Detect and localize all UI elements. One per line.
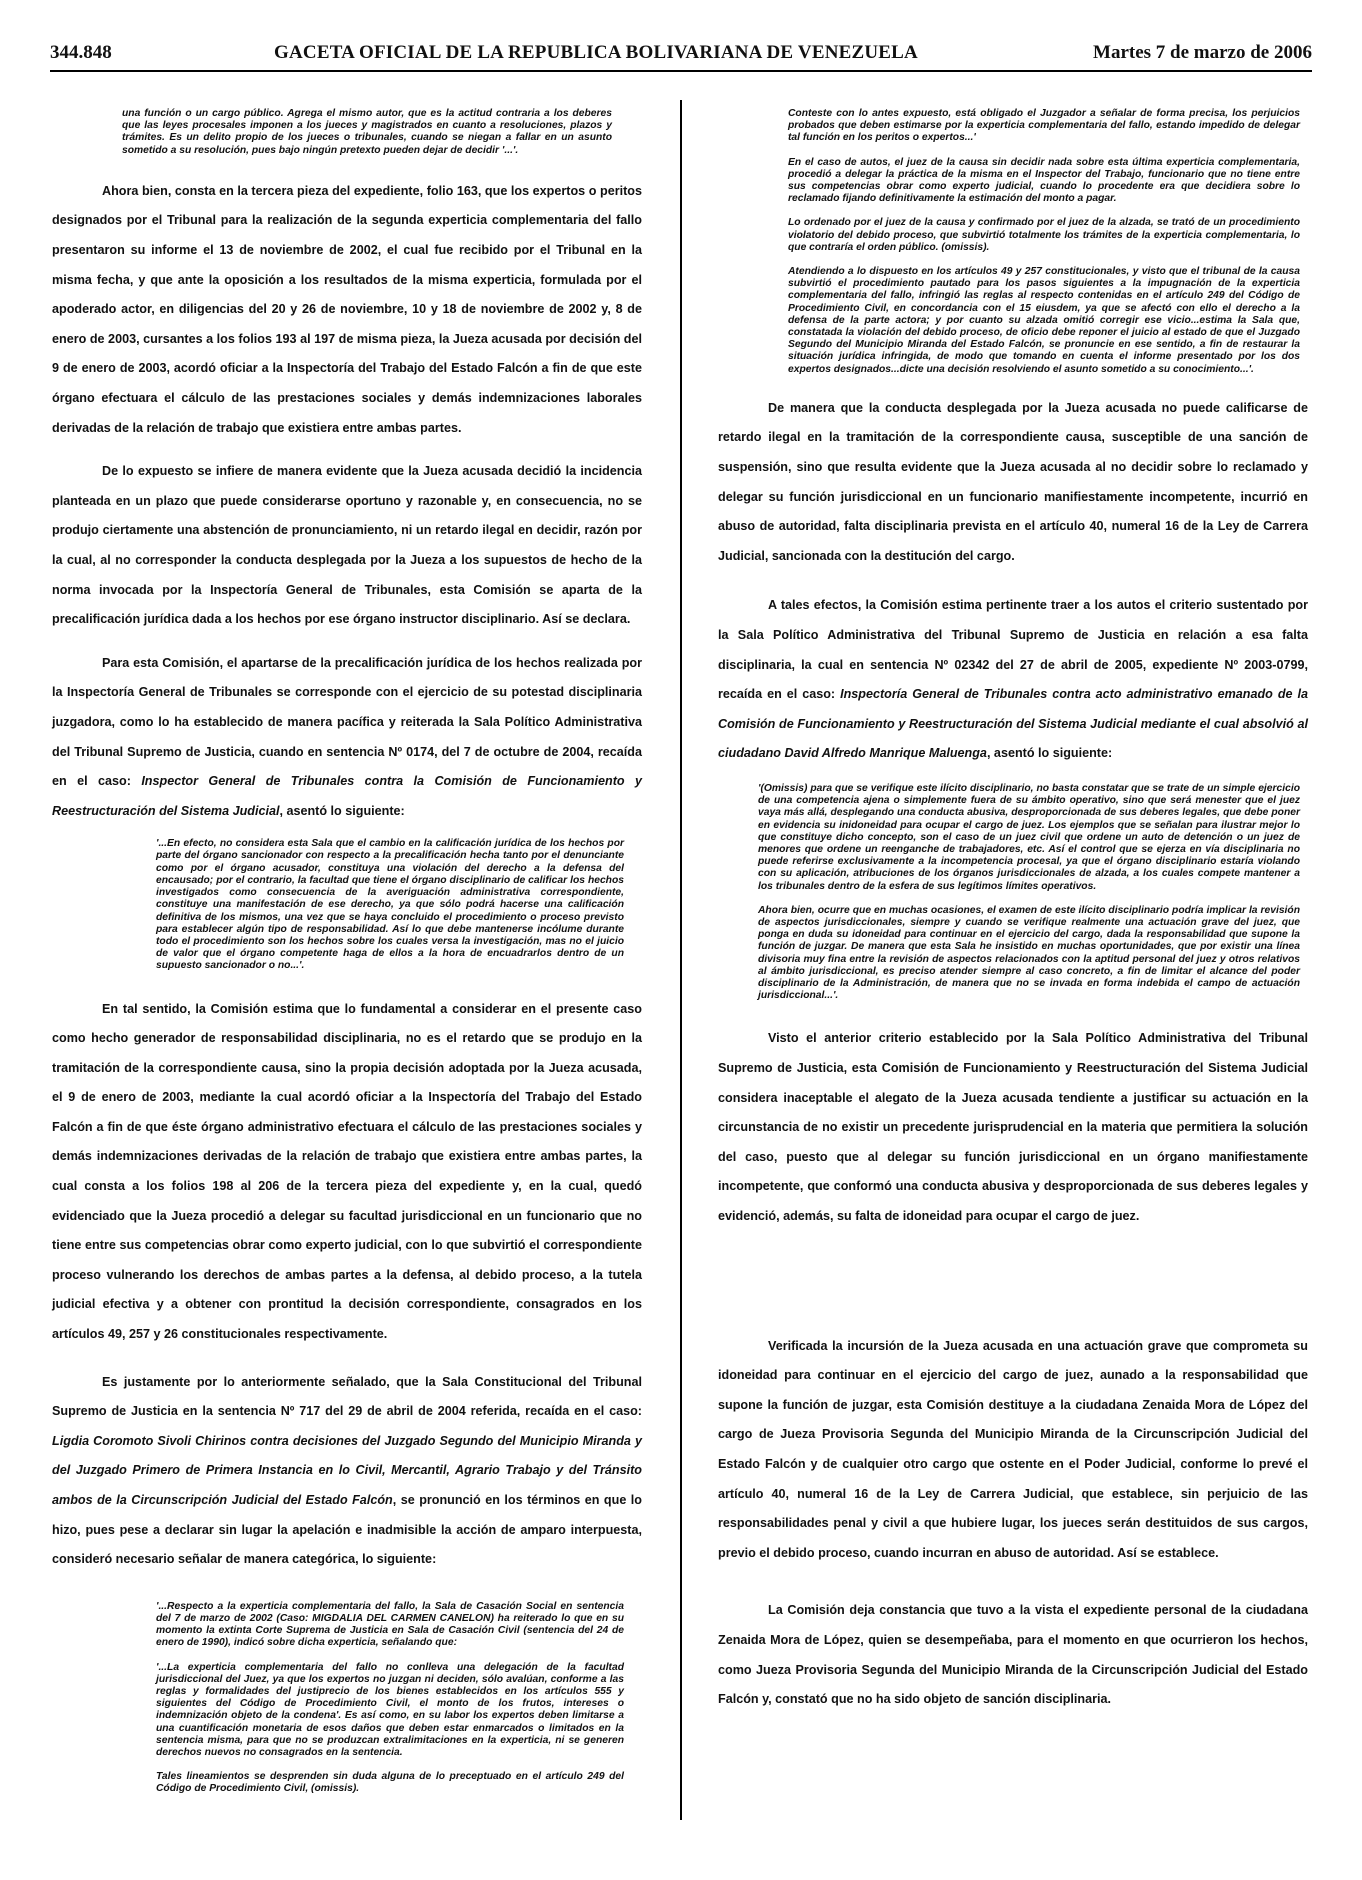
- publication-date: Martes 7 de marzo de 2006: [1093, 42, 1312, 63]
- paragraph: A tales efectos, la Comisión estima pertinente traer a los autos el criterio sustentado por la Sala Político Administrativa del Tribunal Supremo de Justicia en relación a esa falta disciplinaria, la cual en sentencia Nº 02342 del 27 de abril de 2005, expediente Nº 2003-0799, recaída en el caso: Inspectoría General de Tribunales contra acto administrativo emanado de la Comisión de Funcionamiento y Reestructuración del Sistema Judicial mediante el cual absolvió al ciudadano David Alfredo Manrique Maluenga, asentó lo siguiente:: [718, 598, 1308, 761]
- case-name: Inspector General de Tribunales contra la Comisión de Funcionamiento y Reestructuración del Sistema Judicial: [52, 774, 642, 818]
- right-column: [718, 108, 1308, 1715]
- left-column: [52, 108, 642, 1796]
- block-quote: Lo ordenado por el juez de la causa y confirmado por el juez de la alzada, se trató de un procedimiento violatorio del debido proceso, que subvirtió totalmente los trámites de la experticia complementaria, lo que contraría el orden público. (omissis).: [788, 217, 1300, 253]
- paragraph: Verificada la incursión de la Jueza acusada en una actuación grave que comprometa su idoneidad para continuar en el ejercicio del cargo de juez, aunado a la responsabilidad que supone la función de juzgar, esta Comisión destituye a la ciudadana Zenaida Mora de López del cargo de Jueza Provisoria Segunda del Municipio Miranda de la Circunscripción Judicial del Estado Falcón y de cualquier otro cargo que ostente en el Poder Judicial, conforme lo prevé el artículo 40, numeral 16 de la Ley de Carrera Judicial, que establece, sin perjuicio de las responsabilidades penal y civil a que hubiere lugar, los jueces serán destituidos de sus cargos, previo el debido proceso, cuando incurran en abuso de autoridad. Así se establece.: [718, 1338, 1308, 1560]
- page-number: 344.848: [50, 42, 112, 63]
- block-quote: Ahora bien, ocurre que en muchas ocasiones, el examen de este ilícito disciplinario podría implicar la revisión de aspectos jurisdiccionales, siempre y cuando se verifique realmente una actuación grave del juez, que ponga en duda su idoneidad para continuar en el ejercicio del cargo, dada la responsabilidad que supone la función de juzgar. De manera que esta Sala he insistido en muchas oportunidades, que por existir una línea divisoria muy fina entre la revisión de aspectos relacionados con la aptitud personal del juez y otros relativos al ámbito jurisdiccional, es preciso atender siempre al caso concreto, a fin de limitar el alcance del poder disciplinario de la Administración, de manera que no se invada en forma indebida el campo de actuación jurisdiccional...'.: [758, 904, 1300, 1002]
- block-quote: Tales lineamientos se desprenden sin duda alguna de lo preceptuado en el artículo 249 del Código de Procedimiento Civil, (omissis).: [156, 1771, 624, 1795]
- column-divider: [680, 100, 682, 1820]
- block-quote: '(Omissis) para que se verifique este ilícito disciplinario, no basta constatar que se trate de un simple ejercicio de una competencia ajena o simplemente fuera de su ámbito operativo, sino que será menester que el juez vaya más allá, desplegando una conducta abusiva, desproporcionada de sus deberes legales, que debe poner en evidencia su inidoneidad para ocupar el cargo de juez. Los ejemplos que se señalan para ilustrar mejor lo que constituye dicho concepto, son el caso de un juez civil que ordene un auto de detención o un juez de menores que ordene un reenganche de trabajadores, etc. Así el control que se ejerza en vía disciplinaria no puede referirse exclusivamente a la incompetencia procesal, ya que el órgano disciplinario estaría violando con su aplicación, atribuciones de los órganos jurisdiccionales de alzada, a los cuales compete mantener a los tribunales dentro de la esfera de sus legítimos límites operativos.: [758, 782, 1300, 892]
- case-name: Inspectoría General de Tribunales contra acto administrativo emanado de la Comisión de Funcionamiento y Reestructuración del Sistema Judicial mediante el cual absolvió al ciudadano David Alfredo Manrique Maluenga: [718, 687, 1308, 761]
- paragraph: En tal sentido, la Comisión estima que lo fundamental a considerar en el presente caso como hecho generador de responsabilidad disciplinaria, no es el retardo que se produjo en la tramitación de la correspondiente causa, sino la propia decisión adoptada por la Jueza acusada, el 9 de enero de 2003, mediante la cual acordó oficiar a la Inspectoría del Trabajo del Estado Falcón a fin de que éste órgano administrativo efectuara el cálculo de las prestaciones sociales y demás indemnizaciones derivadas de la relación de trabajo que existiera entre ambas partes, la cual consta a los folios 198 al 206 de la tercera pieza del expediente y, en la cual, quedó evidenciado que la Jueza procedió a delegar su facultad jurisdiccional en un funcionario que no tiene entre sus competencias obrar como experto judicial, con lo que subvirtió el correspondiente proceso vulnerando los derechos de ambas partes a la defensa, al debido proceso, a la tutela judicial efectiva y a obtener con prontitud la decisión correspondiente, consagrados en los artículos 49, 257 y 26 constitucionales respectivamente.: [52, 1001, 642, 1342]
- quote-intro: una función o un cargo público. Agrega el mismo autor, que es la actitud contraria a los deberes que las leyes procesales imponen a los jueces y magistrados en cuanto a resoluciones, plazos y trámites. Es un delito propio de los jueces o tribunales, cuando se niegan a fallar en un asunto sometido a su resolución, pues bajo ningún pretexto pueden dejar de decidir '...'.: [122, 108, 612, 156]
- paragraph: Es justamente por lo anteriormente señalado, que la Sala Constitucional del Tribunal Supremo de Justicia en la sentencia Nº 717 del 29 de abril de 2004 referida, recaída en el caso: Ligdia Coromoto Sivoli Chirinos contra decisiones del Juzgado Segundo del Municipio Miranda y del Juzgado Primero de Primera Instancia en lo Civil, Mercantil, Agrario Trabajo y del Tránsito ambos de la Circunscripción Judicial del Estado Falcón, se pronunció en los términos en que lo hizo, pues pese a declarar sin lugar la apelación e inadmisible la acción de amparo interpuesta, consideró necesario señalar de manera categórica, lo siguiente:: [52, 1374, 643, 1567]
- paragraph: Visto el anterior criterio establecido por la Sala Político Administrativa del Tribunal Supremo de Justicia, esta Comisión de Funcionamiento y Reestructuración del Sistema Judicial considera inaceptable el alegato de la Jueza acusada tendiente a justificar su actuación en la circunstancia de no existir un precedente jurisprudencial en la materia que permitiera la solución del caso, puesto que al delegar su función jurisdiccional en un órgano manifiestamente incompetente, que conformó una conducta abusiva y desproporcionada de sus deberes legales y evidenció, además, su falta de idoneidad para ocupar el cargo de juez.: [718, 1031, 1308, 1223]
- block-quote: En el caso de autos, el juez de la causa sin decidir nada sobre esta última experticia complementaria, procedió a delegar la práctica de la misma en el Inspector del Trabajo, funcionario que no tiene entre sus competencias obrar como experto judicial, cuando lo procedente era que decidiera sobre lo reclamado fijando definitivamente la estimación del monto a pagar.: [788, 156, 1300, 205]
- paragraph: Ahora bien, consta en la tercera pieza del expediente, folio 163, que los expertos o peritos designados por el Tribunal para la realización de la segunda experticia complementaria del fallo presentaron su informe el 13 de noviembre de 2002, el cual fue recibido por el Tribunal en la misma fecha, y que ante la oposición a los resultados de la misma experticia, formulada por el apoderado actor, en diligencias del 20 y 26 de noviembre, 10 y 18 de noviembre de 2002 y, 8 de enero de 2003, cursantes a los folios 193 al 197 de misma pieza, la Jueza acusada por decisión del 9 de enero de 2003, acordó oficiar a la Inspectoría del Trabajo del Estado Falcón a fin de que este órgano efectuara el cálculo de las prestaciones sociales y demás indemnizaciones laborales derivadas de la relación de trabajo que existiera entre ambas partes.: [52, 183, 642, 435]
- paragraph: De manera que la conducta desplegada por la Jueza acusada no puede calificarse de retardo ilegal en la tramitación de la correspondiente causa, susceptible de una sanción de suspensión, sino que resulta evidente que la Jueza acusada al no decidir sobre lo reclamado y delegar su función jurisdiccional en un funcionario manifiestamente incompetente, incurrió en abuso de autoridad, falta disciplinaria prevista en el artículo 40, numeral 16 de la Ley de Carrera Judicial, sancionada con la destitución del cargo.: [718, 400, 1308, 563]
- block-quote: Conteste con lo antes expuesto, está obligado el Juzgador a señalar de forma precisa, los perjuicios probados que deben estimarse por la experticia complementaria del fallo, estando impedido de delegar tal función en los peritos o expertos...': [788, 108, 1300, 144]
- case-name: Ligdia Coromoto Sivoli Chirinos contra decisiones del Juzgado Segundo del Municipio Miranda y del Juzgado Primero de Primera Instancia en lo Civil, Mercantil, Agrario Trabajo y del Tránsito ambos de la Circunscripción Judicial del Estado Falcón: [52, 1433, 642, 1508]
- paragraph: De lo expuesto se infiere de manera evidente que la Jueza acusada decidió la incidencia planteada en un plazo que puede considerarse oportuno y razonable y, en consecuencia, no se produjo ciertamente una abstención de pronunciamiento, ni un retardo ilegal en decidir, razón por la cual, al no corresponder la conducta desplegada por la Jueza a los supuestos de hecho de la norma invocada por la Inspectoría General de Tribunales, esta Comisión se aparta de la precalificación jurídica dada a los hechos por ese órgano instructor disciplinario. Así se declara.: [52, 464, 642, 627]
- block-quote: '...En efecto, no considera esta Sala que el cambio en la calificación jurídica de los hechos por parte del órgano sancionador con respecto a la precalificación hecha tanto por el denunciante como por el órgano acusador, constituya una violación del derecho a la defensa del encausado; por el contrario, la facultad que tiene el órgano disciplinario de calificar los hechos investigados como consecuencia de la averiguación administrativa correspondiente, constituye una manifestación de ese derecho, ya que sólo podrá hacerse una calificación definitiva de los mismos, una vez que se haya concluido el procedimiento o proceso previsto para establecer algún tipo de responsabilidad. Así lo que debe mantenerse incólume durante todo el procedimiento son los hechos sobre los cuales versa la investigación, mas no el juicio de valor que el órgano competente haga de ellos a la hora de encuadrarlos dentro de un supuesto sancionador o no...'.: [156, 838, 624, 972]
- paragraph: La Comisión deja constancia que tuvo a la vista el expediente personal de la ciudadana Zenaida Mora de López, quien se desempeñaba, para el momento en que ocurrieron los hechos, como Jueza Provisoria Segunda del Municipio Miranda de la Circunscripción Judicial del Estado Falcón y, constató que no ha sido objeto de sanción disciplinaria.: [718, 1603, 1308, 1707]
- page-header: [50, 30, 1312, 72]
- block-quote: Atendiendo a lo dispuesto en los artículos 49 y 257 constitucionales, y visto que el tribunal de la causa subvirtió el procedimiento pautado para los pasos siguientes a la impugnación de la experticia complementaria del fallo, infringió las reglas al respecto contenidas en el artículo 249 del Código de Procedimiento Civil, en concordancia con el 15 eiusdem, ya que se afectó con ello el derecho a la defensa de la parte actora; y por cuanto su alzada omitió corregir ese vicio...estima la Sala que, constatada la violación del debido proceso, de oficio debe reponer el juicio al estado de que el Juzgado Segundo del Municipio Miranda del Estado Falcón, se pronuncie en ese sentido, a fin de restaurar la situación jurídica infringida, de modo que tomando en cuenta el informe presentado por los dos expertos designados...dicte una decisión resolviendo el asunto sometido a su conocimiento...'.: [788, 266, 1300, 375]
- block-quote: '...Respecto a la experticia complementaria del fallo, la Sala de Casación Social en sentencia del 7 de marzo de 2002 (Caso: MIGDALIA DEL CARMEN CANELON) ha reiterado lo que en su momento la extinta Corte Suprema de Justicia en Sala de Casación Civil (sentencia del 24 de enero de 1990), indicó sobre dicha experticia, señalando que:: [156, 1600, 624, 1649]
- gazette-title: GACETA OFICIAL DE LA REPUBLICA BOLIVARIANA DE VENEZUELA: [274, 42, 918, 63]
- block-quote: '...La experticia complementaria del fallo no conlleva una delegación de la facultad jurisdiccional del Juez, ya que los expertos no juzgan ni deciden, sólo avalúan, conforme a las reglas y formalidades del justiprecio de los bienes establecidos en los artículos 555 y siguientes del Código de Procedimiento Civil, el monto de los frutos, intereses o indemnización objeto de la condena'. Es así como, en su labor los expertos deben limitarse a una cuantificación monetaria de esos daños que deben estar enmarcados o limitados en la sentencia misma, para que no se produzcan extralimitaciones en la experticia, ni se generen derechos nuevos no consagrados en la sentencia.: [156, 1661, 624, 1759]
- paragraph: Para esta Comisión, el apartarse de la precalificación jurídica de los hechos realizada por la Inspectoría General de Tribunales se corresponde con el ejercicio de su potestad disciplinaria juzgadora, como lo ha establecido de manera pacífica y reiterada la Sala Político Administrativa del Tribunal Supremo de Justicia, cuando en sentencia Nº 0174, del 7 de octubre de 2004, recaída en el caso: Inspector General de Tribunales contra la Comisión de Funcionamiento y Reestructuración del Sistema Judicial, asentó lo siguiente:: [52, 655, 642, 818]
